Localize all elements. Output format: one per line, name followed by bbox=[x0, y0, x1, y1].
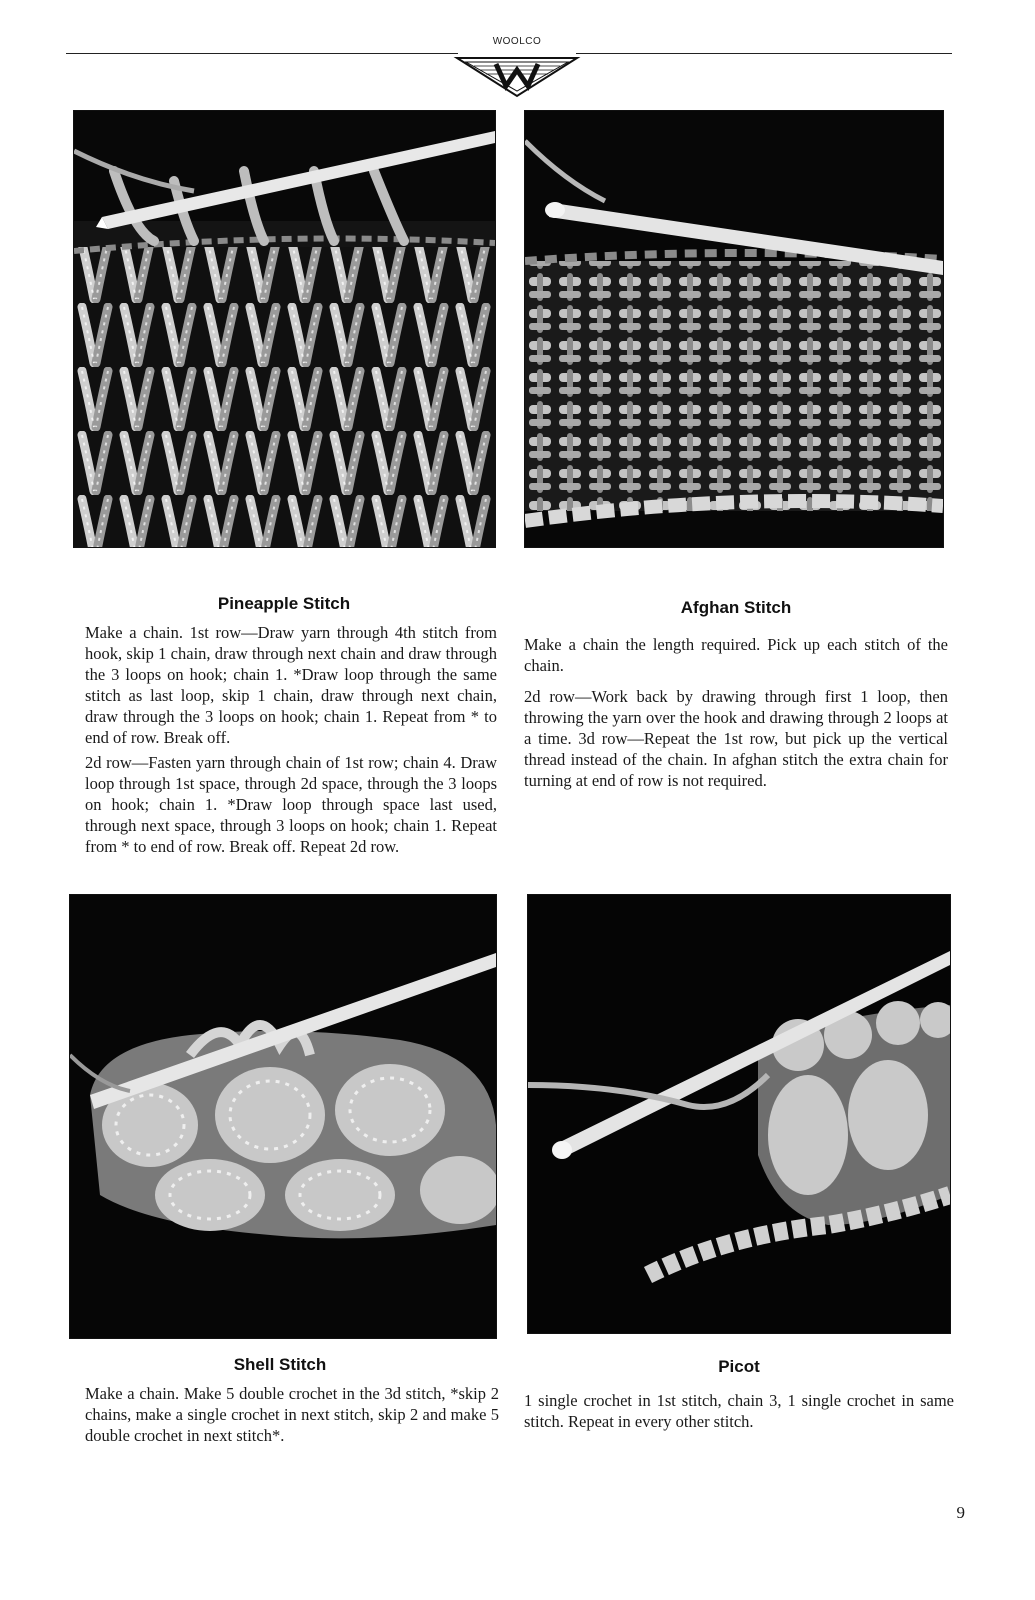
shell-stitch-text bbox=[85, 1383, 499, 1450]
shell-stitch-title: Shell Stitch bbox=[233, 1355, 327, 1374]
shell-paragraph-1: Make a chain. Make 5 double crochet in the 3d stitch, *skip 2 chains, make a single crochet in next stitch, skip 2 and make 5 double crochet in next stitch*. bbox=[85, 1384, 499, 1445]
pineapple-stitch-photo bbox=[73, 110, 496, 548]
shell-stitch-photo bbox=[69, 894, 497, 1339]
picot-title: Picot bbox=[718, 1357, 760, 1376]
pineapple-paragraph-2: 2d row—Fasten yarn through chain of 1st row; chain 4. Draw loop through 1st space, through 2d space, through the 3 loops on hook; chain 1. *Draw loop through space last used, through next space, through 3 loops on hook; chain 1. Repeat from * to end of row. Break off. Repeat 2d row. bbox=[85, 753, 497, 856]
afghan-stitch-text bbox=[524, 634, 948, 795]
page-number: 9 bbox=[956, 1503, 965, 1522]
pineapple-paragraph-1: Make a chain. 1st row—Draw yarn through 4th stitch from hook, skip 1 chain, draw through next chain and draw through the 3 loops on hook; chain 1. *Draw loop through the same stitch as last loop, skip 1 chain, draw through next chain, draw through the 3 loops on hook; chain 1. Repeat from * to end of row. Break off. bbox=[85, 623, 497, 747]
afghan-stitch-title: Afghan Stitch bbox=[680, 598, 792, 617]
picot-photo bbox=[527, 894, 951, 1334]
afghan-stitch-photo bbox=[524, 110, 944, 548]
pineapple-stitch-title: Pineapple Stitch bbox=[217, 594, 351, 613]
afghan-paragraph-2: 2d row—Work back by drawing through first 1 loop, then throwing the yarn over the hook and drawing through 2 loops at a time. 3d row—Repeat the 1st row, but pick up the vertical thread instead of the chain. In afghan stitch the extra chain for turning at end of row is not required. bbox=[524, 687, 948, 790]
afghan-paragraph-1: Make a chain the length required. Pick up each stitch of the chain. bbox=[524, 635, 948, 675]
header-rule-right bbox=[576, 53, 952, 54]
pineapple-stitch-text bbox=[85, 622, 497, 861]
picot-paragraph-1: 1 single crochet in 1st stitch, chain 3, 1 single crochet in same stitch. Repeat in every other stitch. bbox=[524, 1391, 954, 1431]
woolco-logo-icon bbox=[452, 48, 582, 98]
brand-name: WOOLCO bbox=[492, 36, 542, 47]
header-rule-left bbox=[66, 53, 458, 54]
picot-text bbox=[524, 1390, 954, 1436]
